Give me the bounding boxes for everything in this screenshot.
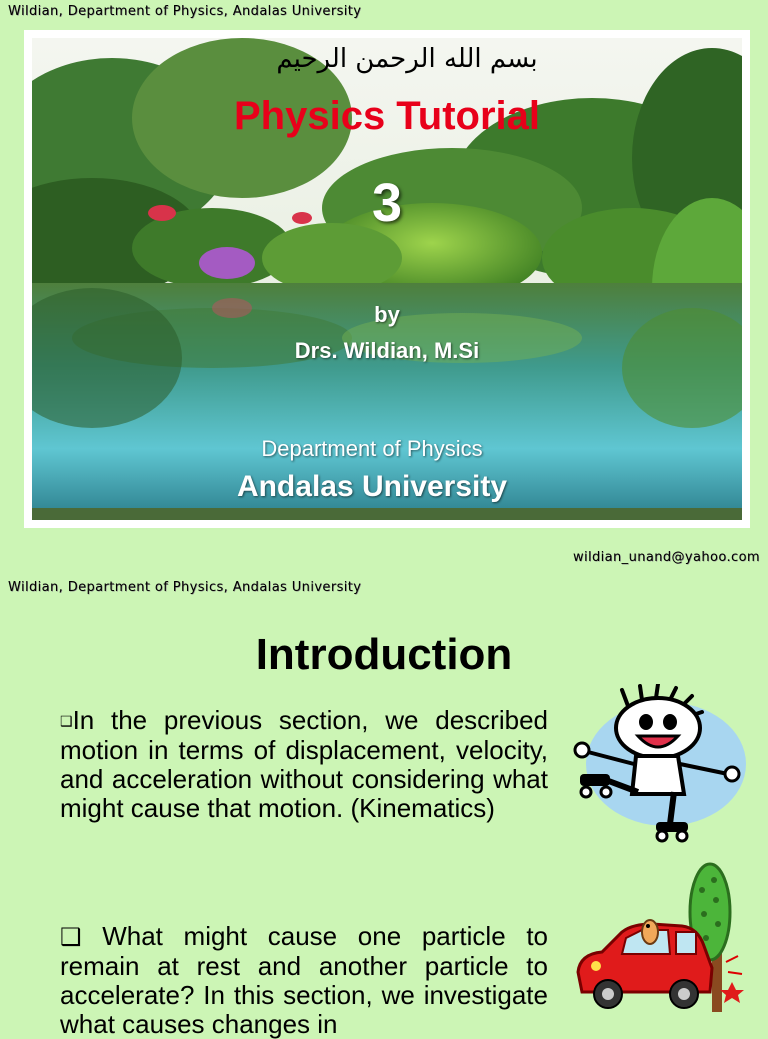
- department-name: Department of Physics: [261, 436, 483, 461]
- paragraph-1: [60, 706, 548, 823]
- paragraph-1-text: In the previous section, we described motion in terms of displacement, velocity, and acceleration without considering what might cause that motion. (Kinematics): [60, 705, 548, 823]
- page-header: Wildian, Department of Physics, Andalas University: [8, 4, 362, 19]
- paragraph-2-text: What might cause one particle to remain at rest and another particle to accelerate? In this section, we investigate what causes changes in: [60, 921, 548, 1039]
- page-header: Wildian, Department of Physics, Andalas University: [8, 580, 362, 595]
- author-email: wildian_unand@yahoo.com: [572, 550, 760, 565]
- skating-cartoon-icon: [566, 684, 746, 844]
- checkbox-bullet-icon: ❑: [60, 924, 82, 951]
- tutorial-number: 3: [371, 173, 403, 233]
- lake-landscape-image: [32, 38, 742, 520]
- car-tree-crash-icon: [572, 862, 752, 1022]
- paragraph-2: [60, 922, 548, 1039]
- title-slide: [24, 30, 750, 528]
- by-label: by: [374, 302, 400, 327]
- basmala-text: بسم الله الرحمن الرحيم: [276, 44, 538, 74]
- checkbox-bullet-icon: ❑: [60, 713, 73, 729]
- section-title: Introduction: [255, 630, 513, 679]
- slide-title: Physics Tutorial: [233, 94, 540, 138]
- author-name: Drs. Wildian, M.Si: [294, 338, 480, 363]
- university-name: Andalas University: [236, 470, 508, 503]
